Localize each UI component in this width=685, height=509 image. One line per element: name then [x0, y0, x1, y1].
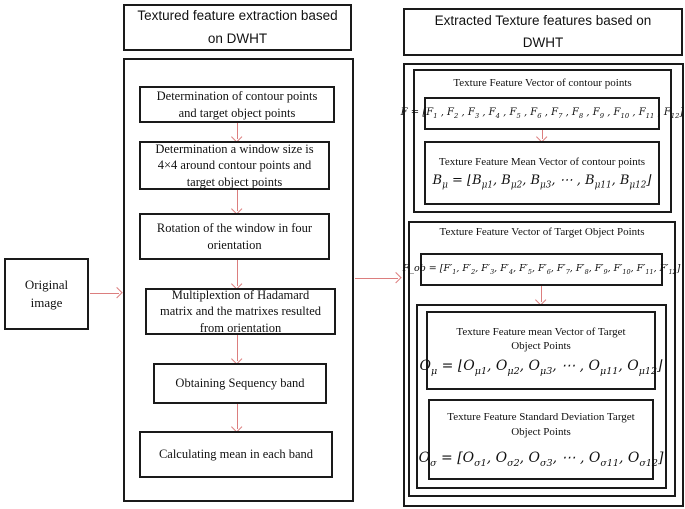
target-vector-formula: F_ob = [$F'_1$, $F'_2$, $F'_3$, $F'_4$, $F'_5$, $F'_6$, $F'_7$, $F'_8$, $F'_9$, $F'_{10}$, $F'_{11}$, $F'_{12}$] — [402, 263, 681, 276]
contour-vector-formula: $F = [F_1$ , $F_2$ , $F_3$ , $F_4$ , $F_5$ , $F_6$ , $F_7$ , $F_8$ , $F_9$ , $F_{10}$ , $F_{11}$ , $F_{12}$] — [400, 107, 684, 120]
step-box-sequency-band — [153, 363, 327, 404]
arrow-step3-step4 — [231, 260, 243, 288]
arrow-step2-step3 — [231, 190, 243, 213]
original-image-box — [4, 258, 89, 330]
contour-vector-header: Texture Feature Vector of contour points — [453, 77, 632, 89]
step-label: Obtaining Sequency band — [175, 376, 305, 391]
contour-mean-header: Texture Feature Mean Vector of contour points — [438, 156, 646, 169]
arrow-extraction-to-features — [355, 272, 400, 284]
target-std-header: Texture Feature Standard Deviation Target Object Points — [447, 411, 635, 438]
step-box-multiplextion — [145, 288, 336, 335]
contour-features-group — [400, 69, 684, 213]
extraction-title-box — [123, 4, 352, 51]
arrow-step5-step6 — [231, 404, 243, 431]
extraction-title: Textured feature extraction based on DWHT — [137, 8, 338, 46]
target-std-box — [418, 399, 664, 480]
step-box-calculating-mean — [139, 431, 333, 478]
arrow-step1-step2 — [231, 123, 243, 141]
target-std-formula: $O_\sigma = [O_{\sigma 1}$, $O_{\sigma 2}$, $O_{\sigma 3}$, ⋯ , $O_{\sigma 11}$, $O_{\sigma 12}$] — [418, 450, 664, 469]
contour-vector-formula-box — [400, 97, 684, 130]
arrow-vector-to-mean-contour — [536, 130, 548, 141]
original-image-label: Original image — [24, 276, 69, 310]
step-box-window-size — [139, 141, 330, 190]
target-mean-formula: $O_\mu$ = $⌊O_{\mu 1}$, $O_{\mu 2}$, $O_{\mu 3}$, ⋯ , $O_{\mu 11}$, $O_{\mu 12}⌋$ — [419, 357, 663, 377]
target-mean-box — [419, 311, 663, 390]
target-features-group — [402, 221, 681, 497]
contour-mean-formula: $B_\mu$ = $⌊B_{\mu 1}$, $B_{\mu 2}$, $B_{\mu 3}$, ⋯ , $B_{\mu 11}$, $B_{\mu 12}⌋$ — [432, 172, 652, 191]
target-stats-container — [416, 304, 667, 489]
step-label: Determination a window size is 4×4 around contour points and target object points — [155, 141, 314, 189]
step-label: Multiplextion of Hadamard matrix and the matrixes resulted from orientation — [159, 287, 322, 335]
step-box-contour-points — [139, 86, 335, 123]
step-label: Calculating mean in each band — [158, 447, 314, 462]
target-vector-header: Texture Feature Vector of Target Object Points — [439, 226, 645, 238]
step-label: Determination of contour points and target object points — [156, 89, 318, 120]
target-vector-formula-box — [402, 253, 681, 286]
features-title-box — [403, 8, 683, 56]
arrow-original-to-extraction — [90, 287, 121, 299]
target-mean-header: Texture Feature mean Vector of Target Object Points — [456, 325, 626, 353]
arrow-vector-to-stats-target — [535, 286, 547, 304]
step-box-rotation — [139, 213, 330, 260]
features-title: Extracted Texture features based on DWHT — [434, 12, 652, 50]
contour-mean-box — [424, 141, 660, 205]
step-label: Rotation of the window in four orientation — [156, 221, 313, 252]
arrow-step4-step5 — [231, 335, 243, 363]
